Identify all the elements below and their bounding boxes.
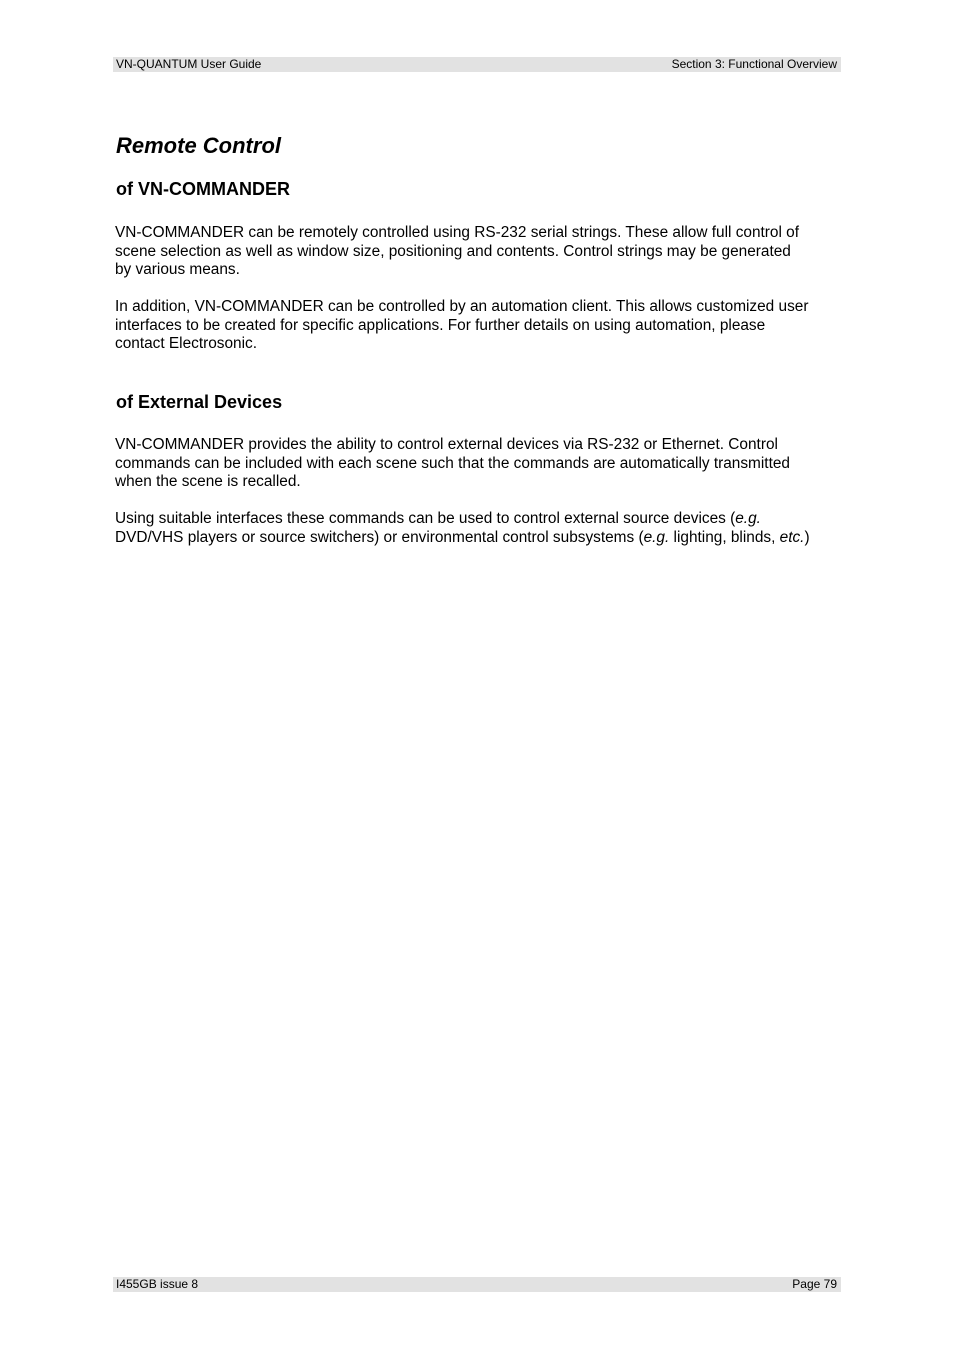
page-footer: [113, 1277, 841, 1292]
paragraph-line: when the scene is recalled.: [115, 473, 301, 491]
text-run: ): [804, 528, 810, 546]
text-run: DVD/VHS players or source switchers) or environmental control subsystems (: [115, 528, 644, 546]
paragraph-suitable-interfaces: [115, 510, 845, 547]
paragraph-line: VN-COMMANDER can be remotely controlled using RS-232 serial strings. These allow full control of: [115, 224, 800, 241]
paragraph-line: VN-COMMANDER provides the ability to control external devices via RS-232 or Ethernet. Control: [115, 436, 778, 453]
paragraph-external-device-control: [115, 436, 845, 492]
paragraph-line: [115, 510, 845, 529]
paragraph-line: by various means.: [115, 261, 240, 279]
italic-text-run: e.g.: [643, 528, 670, 546]
paragraph-line: [115, 529, 845, 548]
page-title: Remote Control: [116, 133, 281, 158]
paragraph-automation-client: [115, 298, 845, 354]
paragraph-line: commands can be included with each scene such that the commands are automatically transmitted: [115, 454, 790, 472]
header-document-title: VN-QUANTUM User Guide: [116, 57, 262, 71]
paragraph-line: In addition, VN-COMMANDER can be controlled by an automation client. This allows customized user: [115, 298, 809, 315]
text-run: Using suitable interfaces these commands can be used to control external source devices (: [115, 510, 736, 527]
paragraph-rs232-control: [115, 224, 845, 280]
paragraph-line: interfaces to be created for specific applications. For further details on using automation, please: [115, 316, 766, 334]
paragraph-line: contact Electrosonic.: [115, 335, 258, 353]
text-run: lighting, blinds,: [669, 528, 780, 546]
section-heading-vn-commander: of VN-COMMANDER: [116, 179, 290, 199]
italic-text-run: etc.: [779, 528, 805, 546]
header-section-title: Section 3: Functional Overview: [671, 57, 837, 71]
page-header: [113, 57, 841, 72]
footer-page-number: Page 79: [792, 1277, 837, 1291]
section-heading-external-devices: of External Devices: [116, 392, 283, 412]
paragraph-line: scene selection as well as window size, positioning and contents. Control strings may be generated: [115, 242, 791, 260]
italic-text-run: e.g.: [735, 510, 761, 527]
footer-document-issue: I455GB issue 8: [116, 1277, 199, 1291]
